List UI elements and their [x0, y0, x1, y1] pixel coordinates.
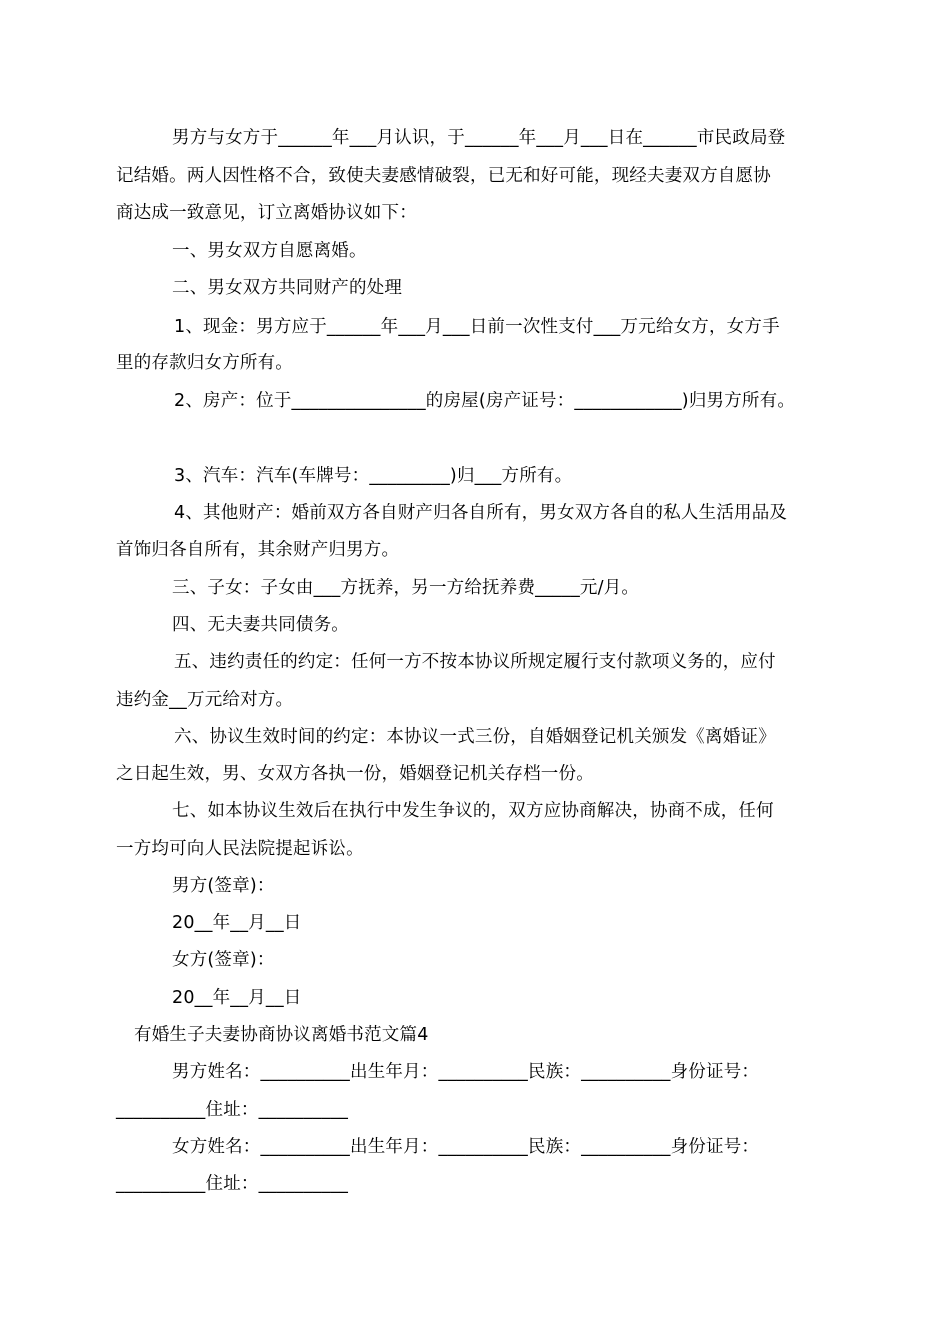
- paragraph-line: 违约金__万元给对方。: [116, 690, 294, 710]
- section-title: 有婚生子夫妻协商协议离婚书范文篇4: [134, 1025, 429, 1045]
- paragraph-line: 里的存款归女方所有。: [116, 353, 293, 373]
- paragraph-line: 记结婚。两人因性格不合，致使夫妻感情破裂，已无和好可能，现经夫妻双方自愿协: [116, 166, 771, 186]
- male-signature-date: 20__年__月__日: [172, 913, 302, 933]
- female-signature-label: 女方(签章)：: [172, 950, 275, 970]
- paragraph-line: 一方均可向人民法院提起诉讼。: [116, 839, 364, 859]
- paragraph-line: 2、房产：位于_______________的房屋(房产证号：____________)归男方所有。: [174, 391, 796, 411]
- female-info-line: __________住址：__________: [116, 1174, 349, 1194]
- female-signature-date: 20__年__月__日: [172, 988, 302, 1008]
- clause-heading: 一、男女双方自愿离婚。: [172, 241, 367, 261]
- male-signature-label: 男方(签章)：: [172, 876, 275, 896]
- paragraph-line: 3、汽车：汽车(车牌号：_________)归___方所有。: [174, 466, 573, 486]
- paragraph-line: 1、现金：男方应于______年___月___日前一次性支付___万元给女方，女方手: [174, 317, 780, 337]
- clause-heading: 四、无夫妻共同债务。: [172, 615, 349, 635]
- clause-heading: 二、男女双方共同财产的处理: [172, 278, 403, 298]
- clause-heading: 三、子女：子女由___方抚养，另一方给抚养费_____元/月。: [172, 578, 640, 598]
- paragraph-line: 五、违约责任的约定：任何一方不按本协议所规定履行支付款项义务的，应付: [174, 652, 776, 672]
- paragraph-line: 之日起生效，男、女双方各执一份，婚姻登记机关存档一份。: [116, 764, 594, 784]
- paragraph-line: 男方与女方于______年___月认识，于______年___月___日在______市民政局登: [172, 128, 786, 148]
- male-info-line: 男方姓名：__________出生年月：__________民族：__________身份证号：: [172, 1062, 760, 1082]
- paragraph-line: 商达成一致意见，订立离婚协议如下：: [116, 203, 417, 223]
- male-info-line: __________住址：__________: [116, 1100, 349, 1120]
- paragraph-line: 六、协议生效时间的约定：本协议一式三份，自婚姻登记机关颁发《离婚证》: [174, 727, 776, 747]
- paragraph-line: 七、如本协议生效后在执行中发生争议的，双方应协商解决，协商不成，任何: [172, 801, 774, 821]
- female-info-line: 女方姓名：__________出生年月：__________民族：__________身份证号：: [172, 1137, 760, 1157]
- paragraph-line: 首饰归各自所有，其余财产归男方。: [116, 540, 400, 560]
- paragraph-line: 4、其他财产：婚前双方各自财产归各自所有，男女双方各自的私人生活用品及: [174, 503, 788, 523]
